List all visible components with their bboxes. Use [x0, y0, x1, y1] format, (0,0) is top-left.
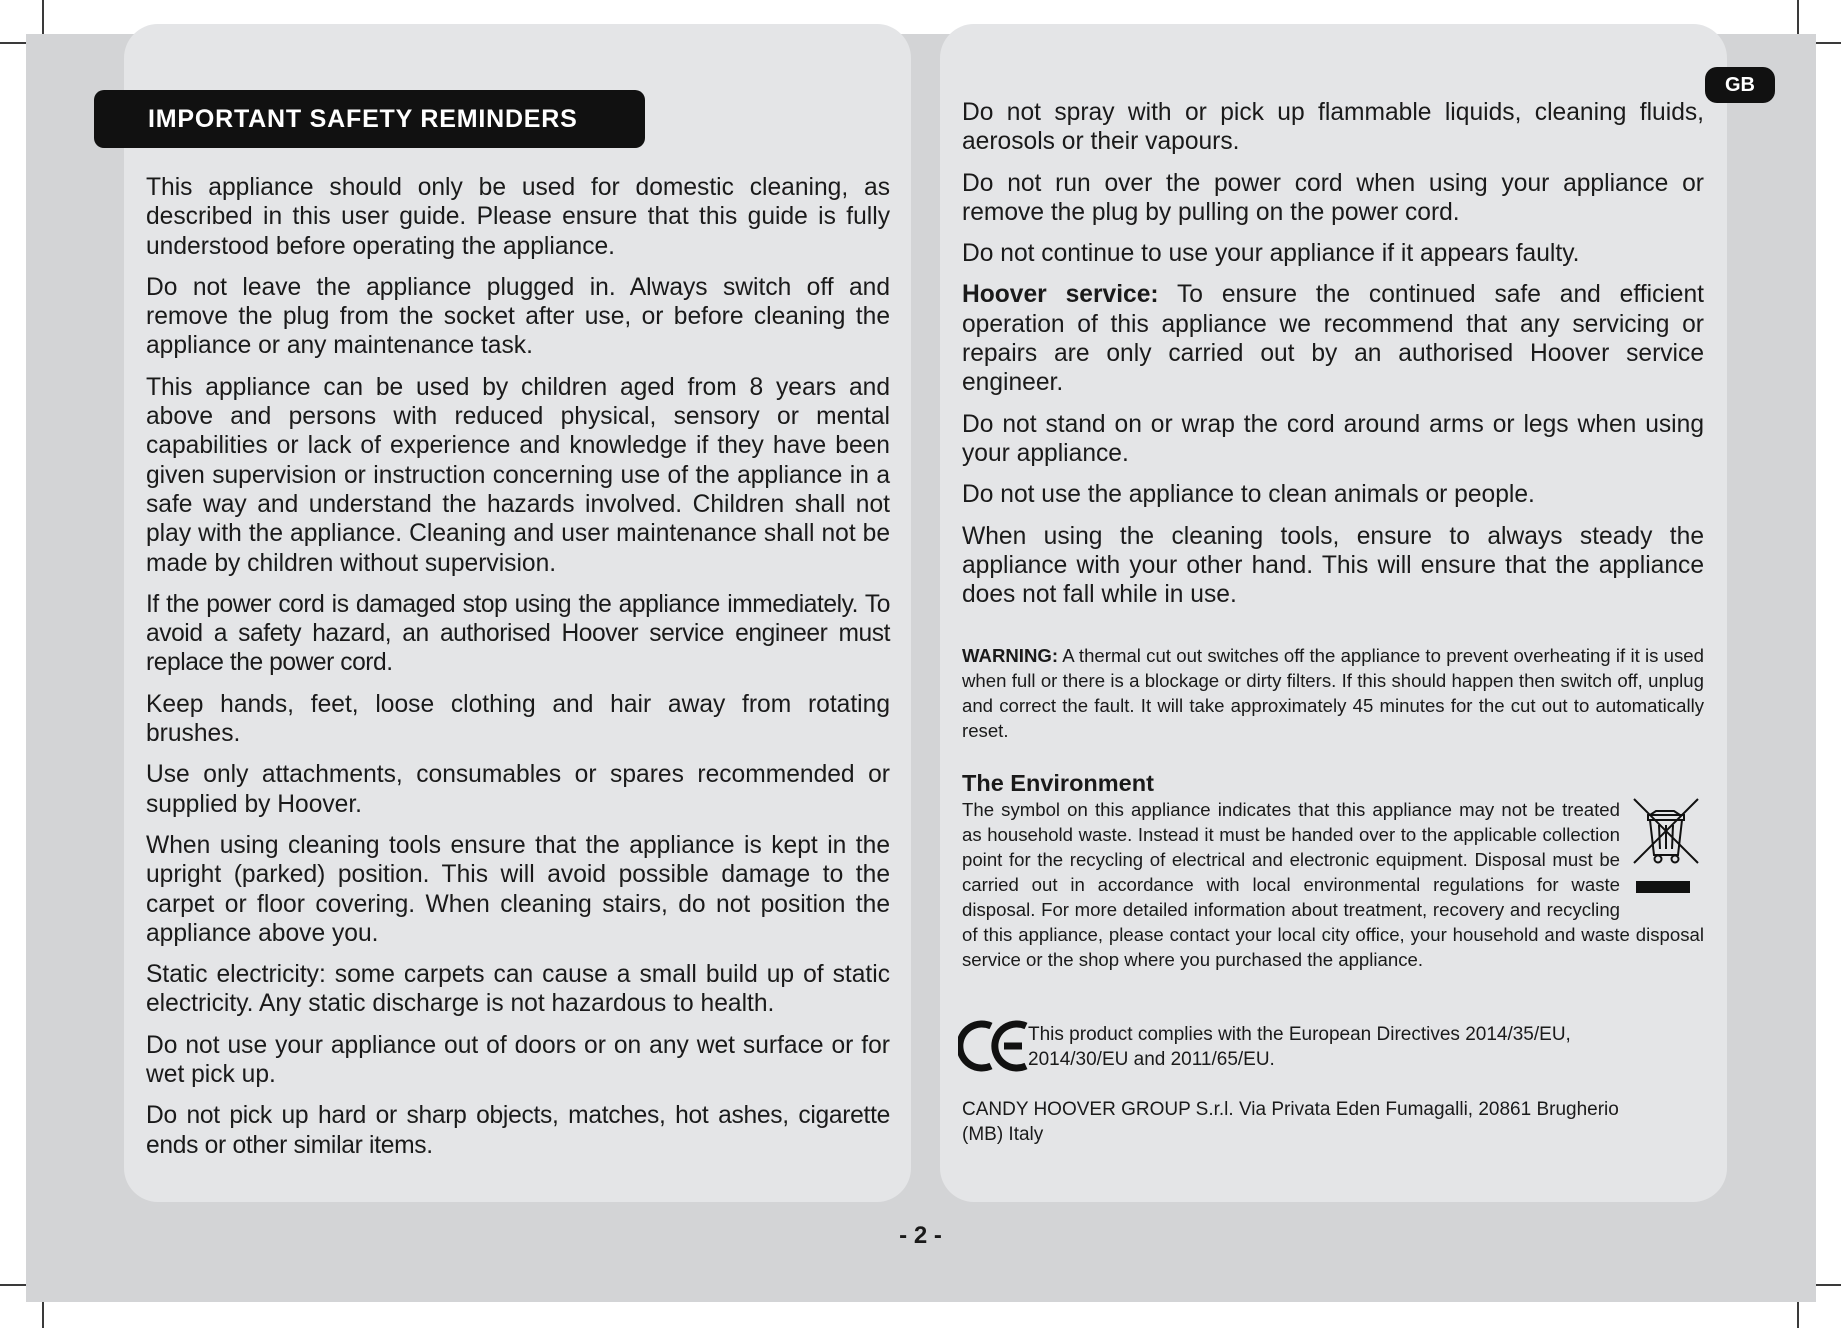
paragraph: Do not continue to use your appliance if it appears faulty.	[962, 240, 1580, 268]
crop-mark	[42, 1302, 44, 1328]
paragraph: If the power cord is damaged stop using the appliance immediately. To avoid a safety hazard, an authorised Hoover service engineer must replace the power cord.	[146, 590, 890, 677]
company-line: (MB) Italy	[962, 1124, 1044, 1145]
paragraph: When using the cleaning tools, ensure to always steady the appliance with your other hand. This will ensure that the appliance does not fall while in use.	[962, 522, 1704, 609]
environment-title: The Environment	[962, 770, 1154, 796]
crop-mark	[1816, 42, 1841, 44]
company-line: CANDY HOOVER GROUP S.r.l. Via Privata Eden Fumagalli, 20861 Brugherio	[962, 1099, 1619, 1120]
paragraph: Do not stand on or wrap the cord around arms or legs when using your appliance.	[962, 410, 1704, 467]
environment-paragraph	[962, 797, 1704, 972]
ce-mark-icon	[958, 1018, 1030, 1074]
paragraph: Do not pick up hard or sharp objects, matches, hot ashes, cigarette ends or other similar items.	[146, 1102, 890, 1159]
environment-text: The symbol on this appliance indicates that this appliance may not be treated as household waste. Instead it must be handed over to the applicable collection point for the recycling of electrical and electronic equipment. Disposal must be carried out in accordance with local environmental regulations for waste disposal. For more detailed information about treatment, recovery and recycling of this appliance, please contact your local city office, your household and waste disposal service or the shop where you purchased the appliance.	[962, 799, 1704, 970]
left-column	[146, 173, 890, 1172]
section-title: IMPORTANT SAFETY REMINDERS	[94, 90, 645, 148]
ce-line: 2014/30/EU and 2011/65/EU.	[1028, 1049, 1275, 1070]
crop-mark	[1797, 0, 1799, 34]
page-number: - 2 -	[899, 1222, 942, 1249]
warning-label: WARNING:	[962, 645, 1059, 666]
paragraph: Do not leave the appliance plugged in. Always switch off and remove the plug from the socket after use, or before cleaning the appliance or any maintenance task.	[146, 273, 890, 360]
service-label: Hoover service:	[962, 281, 1159, 309]
crop-mark	[1797, 1302, 1799, 1328]
service-paragraph	[962, 280, 1704, 397]
paragraph: Do not use the appliance to clean animals or people.	[962, 481, 1535, 509]
ce-compliance-text	[1028, 1022, 1668, 1072]
paragraph: This appliance can be used by children aged from 8 years and above and persons with reduced physical, sensory or mental capabilities or lack of experience and knowledge if they have been given supervision or instruction concerning use of the appliance in a safe way and understand the hazards involved. Children shall not play with the appliance. Cleaning and user maintenance shall not be made by children without supervision.	[146, 373, 890, 577]
paragraph: Do not spray with or pick up flammable liquids, cleaning fluids, aerosols or their vapours.	[962, 99, 1704, 156]
crop-mark	[42, 0, 44, 34]
company-address	[962, 1097, 1704, 1147]
service-text: To ensure the continued safe and efficient operation of this appliance we recommend that any servicing or repairs are only carried out by an authorised Hoover service engineer.	[962, 281, 1704, 397]
crop-mark	[0, 42, 26, 44]
crop-mark	[0, 1284, 26, 1286]
right-column	[962, 98, 1704, 621]
paragraph: This appliance should only be used for domestic cleaning, as described in this user guide. Please ensure that this guide is fully understood before operating the appliance.	[146, 174, 890, 260]
language-badge: GB	[1705, 67, 1775, 103]
paragraph: Do not run over the power cord when using your appliance or remove the plug by pulling on the power cord.	[962, 169, 1704, 226]
crop-mark	[1816, 1284, 1841, 1286]
warning-text: A thermal cut out switches off the appliance to prevent overheating if it is used when full or there is a blockage or dirty filters. If this should happen then switch off, unplug and correct the fault. It will take approximately 45 minutes for the cut out to automatically reset.	[962, 645, 1704, 741]
paragraph: Static electricity: some carpets can cause a small build up of static electricity. Any static discharge is not hazardous to health.	[146, 961, 890, 1018]
ce-line: This product complies with the European Directives 2014/35/EU,	[1028, 1024, 1571, 1045]
paragraph: Use only attachments, consumables or spares recommended or supplied by Hoover.	[146, 761, 890, 818]
paragraph: Do not use your appliance out of doors or on any wet surface or for wet pick up.	[146, 1031, 890, 1089]
warning-paragraph	[962, 643, 1704, 743]
paragraph: When using cleaning tools ensure that the appliance is kept in the upright (parked) position. This will avoid possible damage to the carpet or floor covering. When cleaning stairs, do not position the appliance above you.	[146, 831, 890, 947]
crossed-out-wheelie-bin-icon	[1628, 797, 1704, 907]
paragraph: Keep hands, feet, loose clothing and hair away from rotating brushes.	[146, 690, 890, 748]
